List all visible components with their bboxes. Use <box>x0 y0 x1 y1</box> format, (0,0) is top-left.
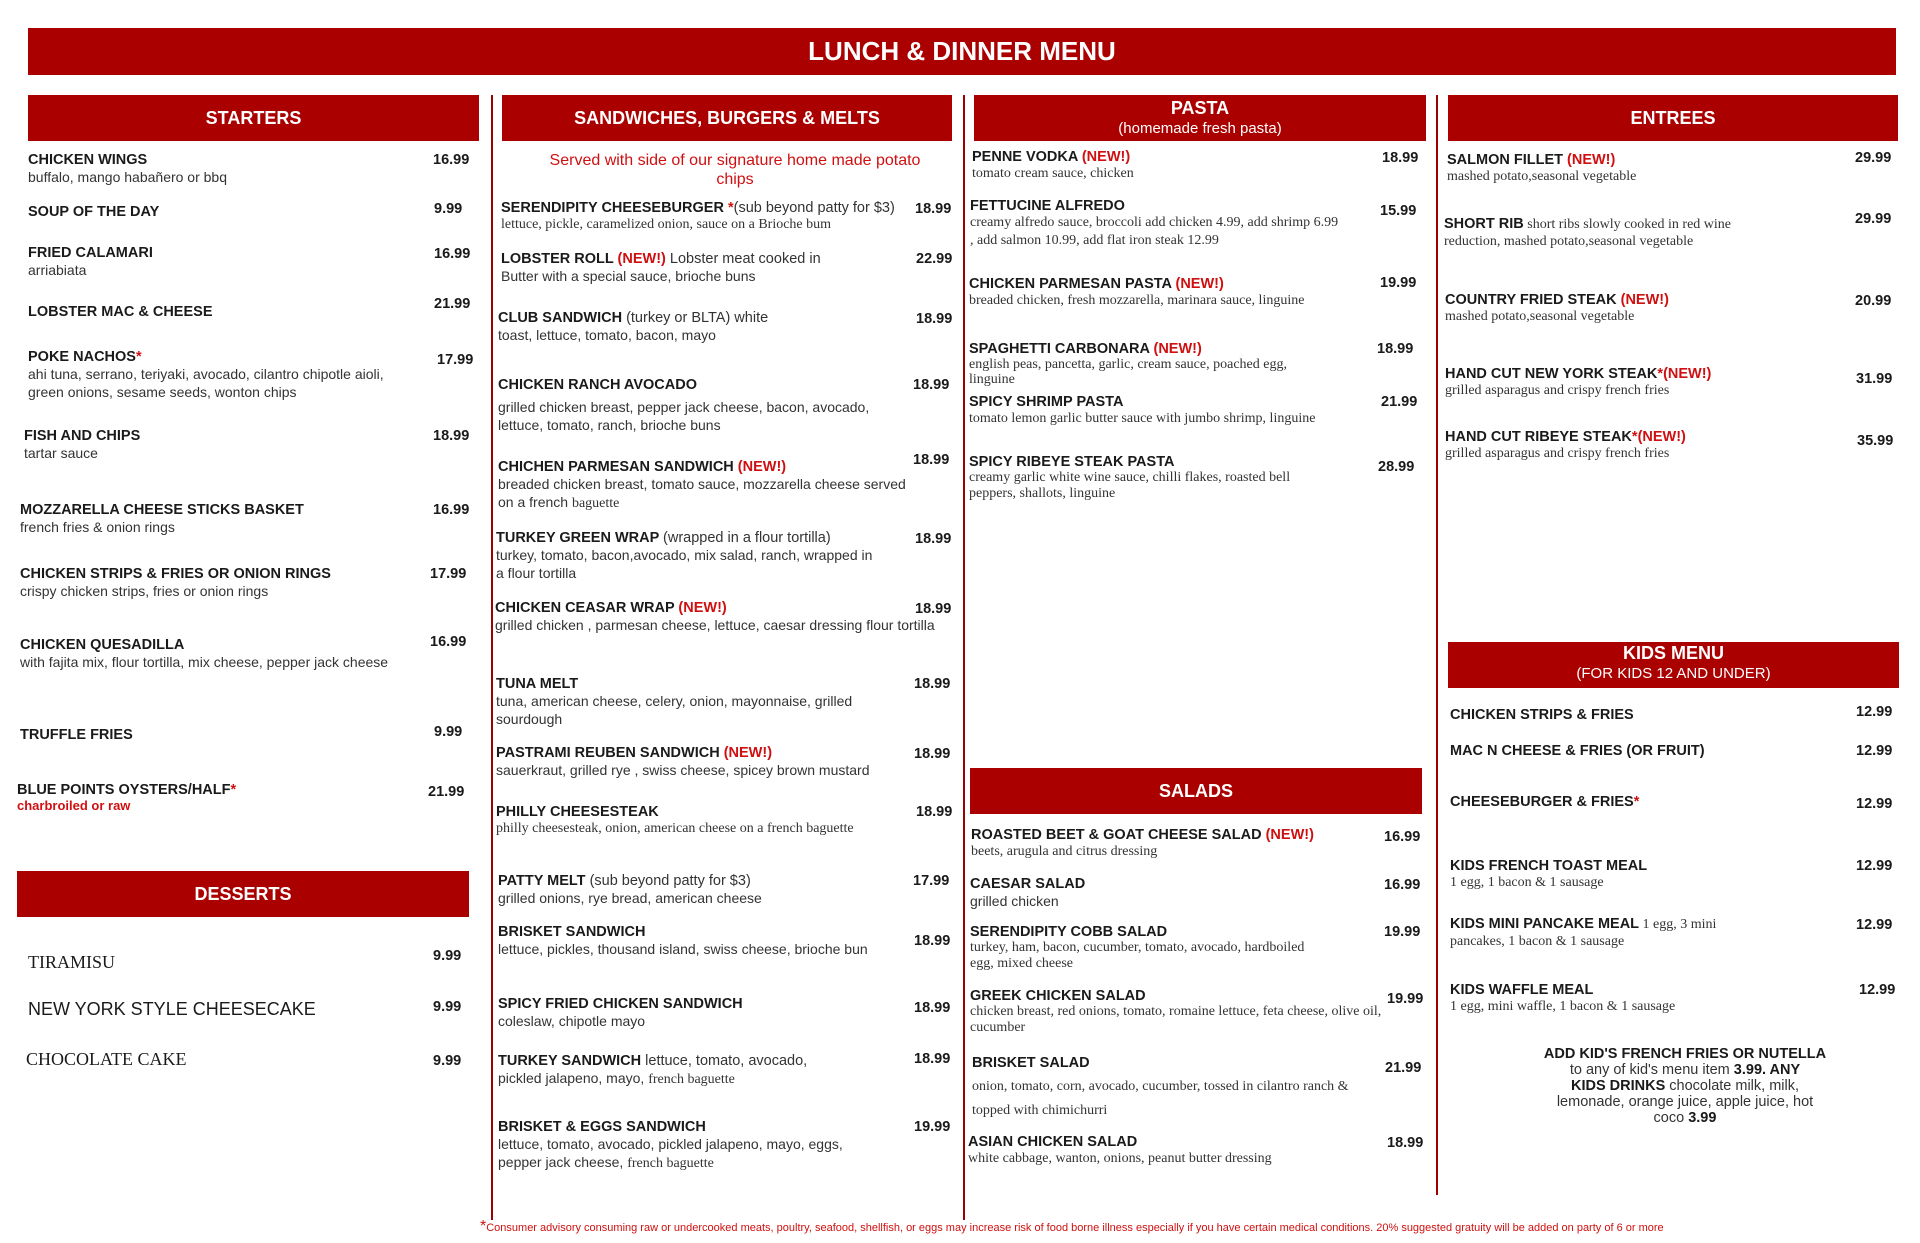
menu-price: 16.99 <box>433 152 470 168</box>
menu-item: CHICKEN RANCH AVOCADO grilled chicken breast, pepper jack cheese, bacon, avocado, lettuce, tomato, ranch, brioche buns <box>498 377 870 433</box>
menu-price: 12.99 <box>1859 982 1896 998</box>
menu-price: 18.99 <box>914 1000 951 1016</box>
menu-price: 18.99 <box>914 1051 951 1067</box>
menu-price: 9.99 <box>434 724 463 740</box>
menu-item: SPICY RIBEYE STEAK PASTA creamy garlic white wine sauce, chilli flakes, roasted bell peppers, shallots, linguine <box>969 454 1291 501</box>
menu-price: 19.99 <box>1387 991 1424 1007</box>
menu-price: 18.99 <box>916 804 953 820</box>
menu-item: PHILLY CHEESESTEAK philly cheesesteak, onion, american cheese on a french baguette <box>496 804 854 836</box>
pasta-subheading: (homemade fresh pasta) <box>1118 120 1282 137</box>
menu-item: LOBSTER MAC & CHEESE <box>28 304 213 320</box>
menu-item: MOZZARELLA CHEESE STICKS BASKET french fries & onion rings <box>20 502 304 535</box>
kids-add-on-note: ADD KID'S FRENCH FRIES OR NUTELLA to any of kid's menu item 3.99. ANY KIDS DRINKS chocolate milk, milk, lemonade, orange juice, apple juice, hot coco 3.99 <box>1543 1046 1827 1126</box>
dessert-name: NEW YORK STYLE CHEESECAKE <box>28 999 316 1019</box>
menu-item: KIDS FRENCH TOAST MEAL 1 egg, 1 bacon & 1 sausage <box>1450 858 1648 890</box>
menu-price: 17.99 <box>437 352 474 368</box>
menu-item: SPAGHETTI CARBONARA (NEW!) english peas, pancetta, garlic, cream sauce, poached egg, linguine <box>969 341 1287 387</box>
menu-title: LUNCH & DINNER MENU <box>28 28 1896 75</box>
menu-item: FETTUCINE ALFREDO creamy alfredo sauce, broccoli add chicken 4.99, add shrimp 6.99 , add salmon 10.99, add flat iron steak 12.99 <box>970 198 1339 248</box>
menu-item: CHICHEN PARMESAN SANDWICH (NEW!) breaded chicken breast, tomato sauce, mozzarella cheese served on a french baguette <box>498 459 906 511</box>
menu-price: 18.99 <box>916 311 953 327</box>
menu-price: 12.99 <box>1856 796 1893 812</box>
menu-price: 19.99 <box>914 1119 951 1135</box>
menu-item: CLUB SANDWICH (turkey or BLTA) white toast, lettuce, tomato, bacon, mayo <box>498 310 769 343</box>
kids-subheading: (FOR KIDS 12 AND UNDER) <box>1576 665 1771 682</box>
menu-item: ROASTED BEET & GOAT CHEESE SALAD (NEW!) beets, arugula and citrus dressing <box>971 827 1314 859</box>
menu-price: 15.99 <box>1380 203 1417 219</box>
menu-price: 18.99 <box>913 452 950 468</box>
menu-item: CHICKEN WINGS buffalo, mango habañero or bbq <box>28 152 228 185</box>
menu-item: BLUE POINTS OYSTERS/HALF* charbroiled or raw <box>17 782 237 813</box>
menu-item: LOBSTER ROLL (NEW!) Lobster meat cooked in Butter with a special sauce, brioche buns <box>501 251 821 284</box>
menu-item: CHICKEN PARMESAN PASTA (NEW!) breaded chicken, fresh mozzarella, marinara sauce, linguine <box>969 276 1305 308</box>
menu-price: 18.99 <box>1387 1135 1424 1151</box>
menu-item: FISH AND CHIPS tartar sauce <box>24 428 141 461</box>
menu-item: TRUFFLE FRIES <box>20 727 133 743</box>
menu-item: SERENDIPITY CHEESEBURGER *(sub beyond patty for $3) lettuce, pickle, caramelized onion, sauce on a Brioche bum <box>501 200 895 232</box>
menu-item: BRISKET & EGGS SANDWICH lettuce, tomato, avocado, pickled jalapeno, mayo, eggs, pepper jack cheese, french baguette <box>498 1119 843 1171</box>
menu-price: 17.99 <box>913 873 950 889</box>
menu-price: 21.99 <box>428 784 465 800</box>
menu-item: GREEK CHICKEN SALAD chicken breast, red onions, tomato, romaine lettuce, feta cheese, olive oil, cucumber <box>970 988 1382 1035</box>
menu-item: COUNTRY FRIED STEAK (NEW!) mashed potato,seasonal vegetable <box>1445 292 1669 324</box>
menu-price: 18.99 <box>915 201 952 217</box>
salads-heading: SALADS <box>970 768 1422 814</box>
menu-price: 16.99 <box>430 634 467 650</box>
menu-item: TUNA MELT tuna, american cheese, celery, onion, mayonnaise, grilled sourdough <box>496 676 853 727</box>
starters-heading: STARTERS <box>28 95 479 141</box>
menu-price: 9.99 <box>433 948 462 964</box>
menu-price: 9.99 <box>433 1053 462 1069</box>
menu-price: 18.99 <box>913 377 950 393</box>
menu-price: 16.99 <box>1384 877 1421 893</box>
menu-item: TURKEY SANDWICH lettuce, tomato, avocado, pickled jalapeno, mayo, french baguette <box>498 1053 808 1087</box>
menu-price: 12.99 <box>1856 858 1893 874</box>
menu-item: BRISKET SALAD onion, tomato, corn, avocado, cucumber, tossed in cilantro ranch & topped with chimichurri <box>972 1055 1349 1118</box>
menu-item: ASIAN CHICKEN SALAD white cabbage, wanton, onions, peanut butter dressing <box>968 1134 1272 1166</box>
menu-item: BRISKET SANDWICH lettuce, pickles, thousand island, swiss cheese, brioche bun <box>498 924 868 957</box>
menu-item: PASTRAMI REUBEN SANDWICH (NEW!) sauerkraut, grilled rye , swiss cheese, spicey brown mustard <box>496 745 870 778</box>
menu-item: CHICKEN CEASAR WRAP (NEW!) grilled chicken , parmesan cheese, lettuce, caesar dressing flour tortilla <box>495 600 935 633</box>
menu-item: CAESAR SALAD grilled chicken <box>970 876 1086 909</box>
dessert-name: TIRAMISU <box>28 952 116 972</box>
menu-price: 9.99 <box>433 999 462 1015</box>
menu-item: HAND CUT NEW YORK STEAK*(NEW!) grilled asparagus and crispy french fries <box>1445 366 1712 398</box>
menu-item: SALMON FILLET (NEW!) mashed potato,seasonal vegetable <box>1447 152 1637 184</box>
served-note: Served with side of our signature home made potato chips <box>549 152 921 188</box>
menu-item: TURKEY GREEN WRAP (wrapped in a flour tortilla) turkey, tomato, bacon,avocado, mix salad, ranch, wrapped in a flour tortilla <box>496 530 873 581</box>
entrees-heading: ENTREES <box>1448 95 1898 141</box>
menu-price: 21.99 <box>434 296 471 312</box>
menu-item: KIDS MINI PANCAKE MEAL 1 egg, 3 mini pancakes, 1 bacon & 1 sausage <box>1450 916 1717 949</box>
menu-item: FRIED CALAMARI arriabiata <box>28 245 153 278</box>
menu-item: PATTY MELT (sub beyond patty for $3) grilled onions, rye bread, american cheese <box>498 873 762 906</box>
menu-price: 28.99 <box>1378 459 1415 475</box>
menu-price: 9.99 <box>434 201 463 217</box>
menu-item: CHICKEN STRIPS & FRIES OR ONION RINGS crispy chicken strips, fries or onion rings <box>20 566 331 599</box>
menu-item: MAC N CHEESE & FRIES (OR FRUIT) <box>1450 743 1705 759</box>
menu-price: 22.99 <box>916 251 953 267</box>
menu-price: 20.99 <box>1855 293 1892 309</box>
menu-price: 12.99 <box>1856 917 1893 933</box>
menu-price: 21.99 <box>1385 1060 1422 1076</box>
menu-item: SOUP OF THE DAY <box>28 204 160 220</box>
menu-price: 16.99 <box>434 246 471 262</box>
consumer-advisory: *Consumer advisory consuming raw or undercooked meats, poultry, seafood, shellfish, or eggs may increase risk of food borne illness especially if you have certain medical conditions. 20% suggested gratuity will be added on party of 6 or more <box>480 1218 1664 1235</box>
menu-price: 31.99 <box>1856 371 1893 387</box>
menu-item: SERENDIPITY COBB SALAD turkey, ham, bacon, cucumber, tomato, avocado, hardboiled egg, mixed cheese <box>970 924 1305 971</box>
desserts-heading: DESSERTS <box>17 871 469 917</box>
column-divider <box>491 95 493 1220</box>
menu-item: PENNE VODKA (NEW!) tomato cream sauce, chicken <box>972 149 1134 181</box>
menu-price: 12.99 <box>1856 743 1893 759</box>
menu-price: 18.99 <box>914 746 951 762</box>
kids-heading: KIDS MENU (FOR KIDS 12 AND UNDER) <box>1448 642 1899 688</box>
menu-item: SHORT RIB short ribs slowly cooked in red wine reduction, mashed potato,seasonal vegetable <box>1444 216 1731 249</box>
menu-item: SPICY FRIED CHICKEN SANDWICH coleslaw, chipotle mayo <box>498 996 743 1029</box>
menu-price: 17.99 <box>430 566 467 582</box>
menu-item: CHICKEN STRIPS & FRIES <box>1450 707 1634 723</box>
menu-price: 35.99 <box>1857 433 1894 449</box>
menu-price: 18.99 <box>914 933 951 949</box>
menu-price: 18.99 <box>914 676 951 692</box>
column-divider <box>1436 95 1438 1195</box>
menu-price: 18.99 <box>1382 150 1419 166</box>
menu-price: 18.99 <box>915 531 952 547</box>
menu-item: KIDS WAFFLE MEAL 1 egg, mini waffle, 1 bacon & 1 sausage <box>1450 982 1676 1014</box>
pasta-heading: PASTA (homemade fresh pasta) <box>974 95 1426 141</box>
menu-price: 18.99 <box>1377 341 1414 357</box>
menu-price: 18.99 <box>433 428 470 444</box>
menu-item: SPICY SHRIMP PASTA tomato lemon garlic butter sauce with jumbo shrimp, linguine <box>969 394 1316 426</box>
menu-price: 21.99 <box>1381 394 1418 410</box>
menu-item: CHICKEN QUESADILLA with fajita mix, flour tortilla, mix cheese, pepper jack cheese <box>20 637 389 670</box>
menu-price: 18.99 <box>915 601 952 617</box>
menu-price: 12.99 <box>1856 704 1893 720</box>
menu-item: HAND CUT RIBEYE STEAK*(NEW!) grilled asparagus and crispy french fries <box>1445 429 1686 461</box>
menu-price: 16.99 <box>433 502 470 518</box>
dessert-name: CHOCOLATE CAKE <box>26 1049 187 1069</box>
menu-price: 19.99 <box>1380 275 1417 291</box>
menu-item: CHEESEBURGER & FRIES* <box>1450 794 1640 810</box>
sandwiches-heading: SANDWICHES, BURGERS & MELTS <box>502 95 952 141</box>
menu-price: 29.99 <box>1855 150 1892 166</box>
menu-price: 29.99 <box>1855 211 1892 227</box>
column-divider <box>963 95 965 1220</box>
menu-item: POKE NACHOS* ahi tuna, serrano, teriyaki, avocado, cilantro chipotle aioli, green onions, sesame seeds, wonton chips <box>28 349 384 400</box>
menu-price: 16.99 <box>1384 829 1421 845</box>
menu-price: 19.99 <box>1384 924 1421 940</box>
